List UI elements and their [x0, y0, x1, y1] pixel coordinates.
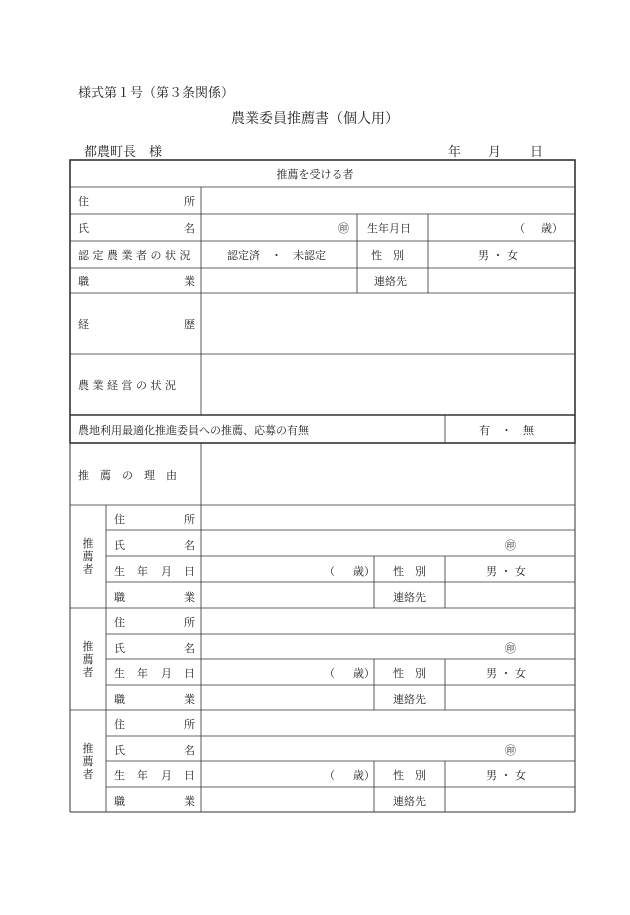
name-label-right: 名: [184, 539, 195, 552]
gender-label: 性 別: [393, 667, 426, 680]
gender-options[interactable]: 男 ・ 女: [486, 565, 526, 578]
age-close: 歳）: [353, 667, 375, 680]
recommender-address-field[interactable]: [209, 611, 569, 631]
occupation-label-right: 業: [184, 693, 195, 706]
birthdate-label-2: 年: [137, 565, 148, 578]
birthdate-label-3: 月: [161, 769, 172, 782]
birthdate-label-1: 生: [114, 565, 125, 578]
age-open: （: [324, 565, 335, 578]
recommender-contact-field[interactable]: [452, 790, 570, 810]
gender-label: 性 別: [393, 565, 426, 578]
occupation-label-right: 業: [184, 275, 195, 288]
certified-farmer-label: 認 定 農 業 者 の 状 況: [78, 249, 191, 262]
addressee: 都農町長 様: [84, 145, 163, 160]
gender-label: 性 別: [393, 769, 426, 782]
name-label-right: 名: [184, 222, 195, 235]
date-month-label: 月: [488, 145, 502, 160]
occupation-label-left: 職: [114, 795, 125, 808]
form-number: 様式第１号（第３条関係）: [78, 86, 235, 101]
age-open: （: [324, 667, 335, 680]
birthdate-label-3: 月: [161, 667, 172, 680]
recommender-contact-field[interactable]: [452, 586, 570, 606]
age-open: （: [324, 769, 335, 782]
certified-farmer-options[interactable]: 認定済 ・ 未認定: [227, 249, 326, 262]
address-label-left: 住: [114, 718, 125, 731]
recommender-name-field[interactable]: [209, 739, 499, 759]
recommender-birthdate-field[interactable]: [209, 662, 319, 682]
recommender-label: 推 薦 者: [82, 640, 94, 679]
date-day-label: 日: [530, 145, 544, 160]
occupation-label-right: 業: [184, 795, 195, 808]
nominee-farm-status-field[interactable]: [209, 358, 569, 412]
contact-label: 連絡先: [393, 795, 426, 808]
committee-yes-no-options[interactable]: 有 ・ 無: [479, 424, 534, 437]
nominee-section-title: 推薦を受ける者: [276, 168, 354, 181]
occupation-label-left: 職: [114, 693, 125, 706]
reason-label: 推 薦 の 理 由: [78, 469, 177, 482]
nominee-occupation-field[interactable]: [209, 271, 353, 291]
seal-mark-icon: ㊞: [505, 539, 516, 552]
age-close: 歳）: [353, 769, 375, 782]
recommender-name-field[interactable]: [209, 637, 499, 657]
contact-label: 連絡先: [393, 693, 426, 706]
address-label-left: 住: [114, 513, 125, 526]
gender-options[interactable]: 男 ・ 女: [486, 667, 526, 680]
birthdate-label-1: 生: [114, 667, 125, 680]
contact-label: 連絡先: [393, 591, 426, 604]
recommender-birthdate-field[interactable]: [209, 560, 319, 580]
recommender-address-field[interactable]: [209, 713, 569, 733]
gender-options[interactable]: 男 ・ 女: [486, 769, 526, 782]
recommender-address-field[interactable]: [209, 508, 569, 528]
address-label-left: 住: [114, 616, 125, 629]
contact-label: 連絡先: [374, 275, 407, 288]
gender-options[interactable]: 男 ・ 女: [478, 249, 518, 262]
gender-label: 性 別: [371, 249, 404, 262]
recommender-contact-field[interactable]: [452, 688, 570, 708]
address-label-left: 住: [78, 195, 89, 208]
name-label-right: 名: [184, 744, 195, 757]
recommender-name-field[interactable]: [209, 534, 499, 554]
name-label-left: 氏: [114, 642, 125, 655]
birthdate-label-3: 月: [161, 565, 172, 578]
recommender-occupation-field[interactable]: [209, 790, 369, 810]
recommender-occupation-field[interactable]: [209, 688, 369, 708]
career-label-right: 歴: [184, 318, 195, 331]
career-label-left: 経: [78, 318, 89, 331]
age-close: 歳）: [541, 222, 563, 235]
nominee-name-field[interactable]: [209, 217, 339, 239]
address-label-right: 所: [184, 616, 195, 629]
nominee-career-field[interactable]: [209, 297, 569, 351]
birthdate-label-2: 年: [137, 769, 148, 782]
nominee-birthdate-field[interactable]: [436, 217, 512, 239]
date-year-label: 年: [448, 145, 462, 160]
birthdate-label-4: 日: [184, 667, 195, 680]
seal-mark-icon: ㊞: [505, 642, 516, 655]
age-open: （: [514, 222, 525, 235]
farm-status-label: 農 業 経 営 の 状 況: [78, 379, 176, 392]
recommender-occupation-field[interactable]: [209, 586, 369, 606]
recommender-birthdate-field[interactable]: [209, 764, 319, 784]
reason-field[interactable]: [209, 447, 569, 501]
occupation-label-right: 業: [184, 591, 195, 604]
birthdate-label-4: 日: [184, 769, 195, 782]
birthdate-label-2: 年: [137, 667, 148, 680]
seal-mark-icon: ㊞: [338, 222, 349, 235]
document-title: 農業委員推薦書（個人用）: [231, 111, 399, 127]
committee-question-label: 農地利用最適化推進委員への推薦、応募の有無: [78, 424, 309, 437]
name-label-left: 氏: [78, 222, 89, 235]
recommender-label: 推 薦 者: [82, 537, 94, 576]
occupation-label-left: 職: [78, 275, 89, 288]
occupation-label-left: 職: [114, 591, 125, 604]
address-label-right: 所: [184, 718, 195, 731]
birthdate-label-1: 生: [114, 769, 125, 782]
age-close: 歳）: [353, 565, 375, 578]
name-label-right: 名: [184, 642, 195, 655]
birthdate-label: 生年月日: [367, 222, 411, 235]
recommender-label: 推 薦 者: [82, 742, 94, 781]
seal-mark-icon: ㊞: [505, 744, 516, 757]
address-label-right: 所: [184, 513, 195, 526]
address-label-right: 所: [184, 195, 195, 208]
birthdate-label-4: 日: [184, 565, 195, 578]
name-label-left: 氏: [114, 539, 125, 552]
nominee-address-field[interactable]: [209, 190, 569, 212]
name-label-left: 氏: [114, 744, 125, 757]
nominee-contact-field[interactable]: [436, 271, 568, 291]
